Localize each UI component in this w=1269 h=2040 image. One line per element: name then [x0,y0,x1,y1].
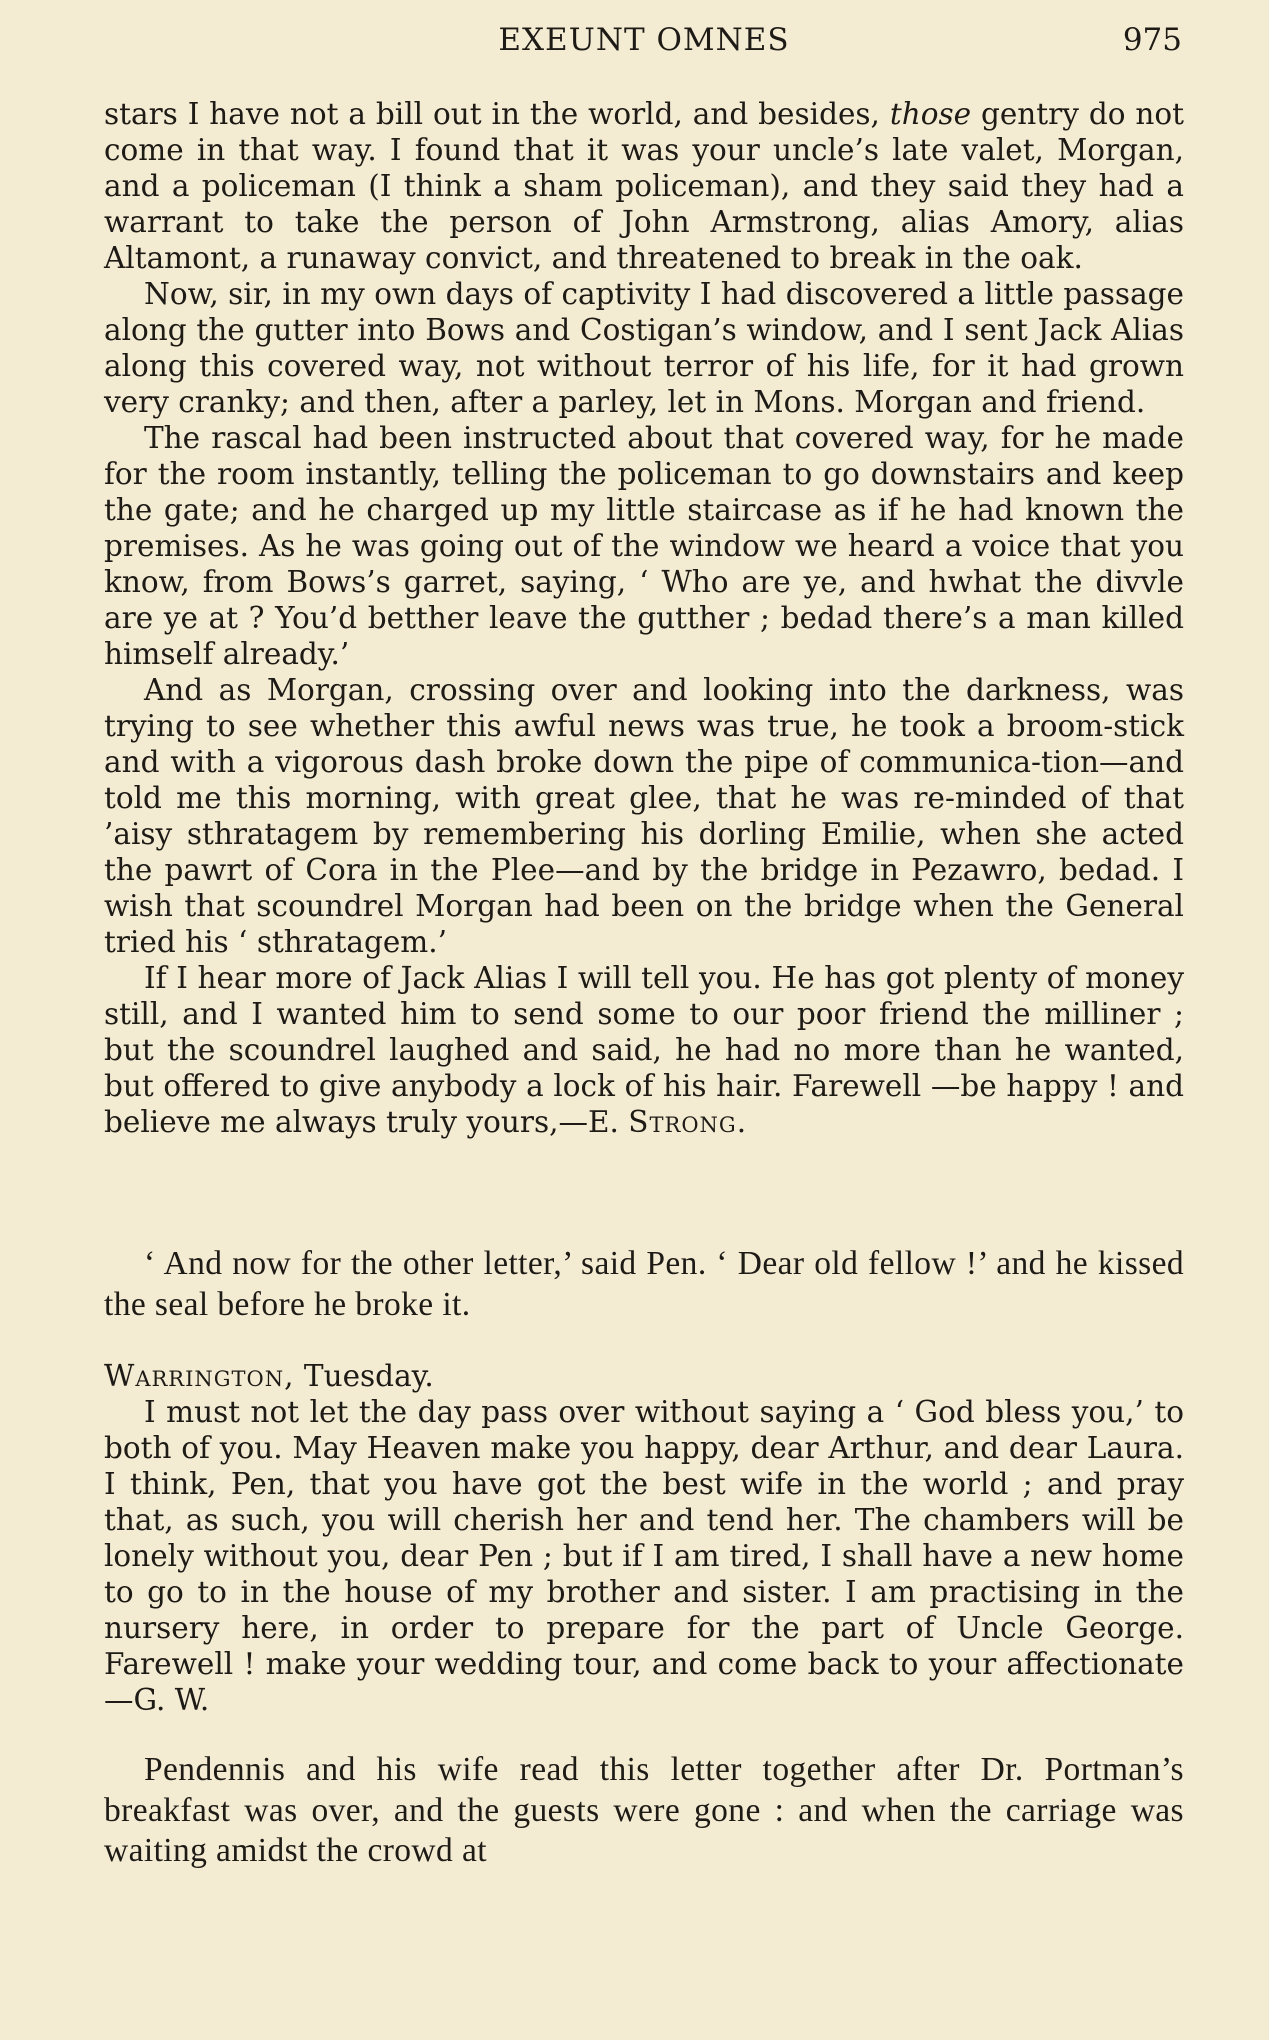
narrative-passage [104,1750,1184,1872]
warrington-letter [104,1358,1184,1718]
letter-paragraph: Now, sir, in my own days of captivity I had discovered a little passage along the gutter into Bows and Costigan’s window, and I sent Jack Alias along this covered way, not without terror of his life, for it had grown very cranky; and then, after a parley, let in Mons. Morgan and friend. [104,277,1184,419]
letter-paragraph: And as Morgan, crossing over and looking into the darkness, was trying to see whether this awful news was true, he took a broom-stick and with a vigorous dash broke down the pipe of communica-tion—and told me this morning, with great glee, that he was re-minded of that ’aisy sthratagem by remembering his dorling Emilie, when she acted the pawrt of Cora in the Plee—and by the bridge in Pezawro, bedad. I wish that scoundrel Morgan had been on the bridge when the General tried his ‘ sthratagem.’ [104,673,1184,959]
letter-paragraph: I must not let the day pass over without saying a ‘ God bless you,’ to both of you. May Heaven make you happy, dear Arthur, and dear Laura. I think, Pen, that you have got the best wife in the world ; and pray that, as such, you will cherish her and tend her. The chambers will be lonely without you, dear Pen ; but if I am tired, I shall have a new home to go to in the house of my brother and sister. I am practising in the nursery here, in order to prepare for the part of Uncle George. Farewell ! make your wedding tour, and come back to your affectionate—G. W. [104,1395,1184,1717]
letter-paragraph: If I hear more of Jack Alias I will tell you. He has got plenty of money still, and I wanted him to send some to our poor friend the milliner ; but the scoundrel laughed and said, he had no more than he wanted, but offered to give anybody a lock of his hair. Farewell —be happy ! and believe me always truly yours,—E. Strong. [104,961,1184,1139]
narrative-passage [104,1244,1184,1325]
strong-letter [104,96,1184,1140]
narrative-paragraph: ‘ And now for the other letter,’ said Pen. ‘ Dear old fellow !’ and he kissed the seal before he broke it. [104,1245,1184,1323]
emphasis: those [889,97,972,131]
page-header [106,22,1182,72]
letter-paragraph: stars I have not a bill out in the world, and besides, those gentry do not come in that way. I found that it was your uncle’s late valet, Morgan, and a policeman (I think a sham policeman), and they said they had a warrant to take the person of John Armstrong, alias Amory, alias Altamont, a runaway convict, and threatened to break in the oak. [104,97,1184,275]
letter-paragraph: The rascal had been instructed about that covered way, for he made for the room instantly, telling the policeman to go downstairs and keep the gate; and he charged up my little staircase as if he had known the premises. As he was going out of the window we heard a voice that you know, from Bows’s garret, saying, ‘ Who are ye, and hwhat the divvle are ye at ? You’d betther leave the gutther ; bedad there’s a man killed himself already.’ [104,421,1184,671]
page-number: 975 [1122,22,1182,58]
dateline: Warrington, Tuesday. [104,1359,434,1393]
signature: Strong. [628,1105,748,1139]
narrative-paragraph: Pendennis and his wife read this letter together after Dr. Portman’s breakfast was over, and the guests were gone : and when the carriage was waiting amidst the crowd at [104,1751,1184,1869]
running-title: EXEUNT OMNES [498,22,790,58]
